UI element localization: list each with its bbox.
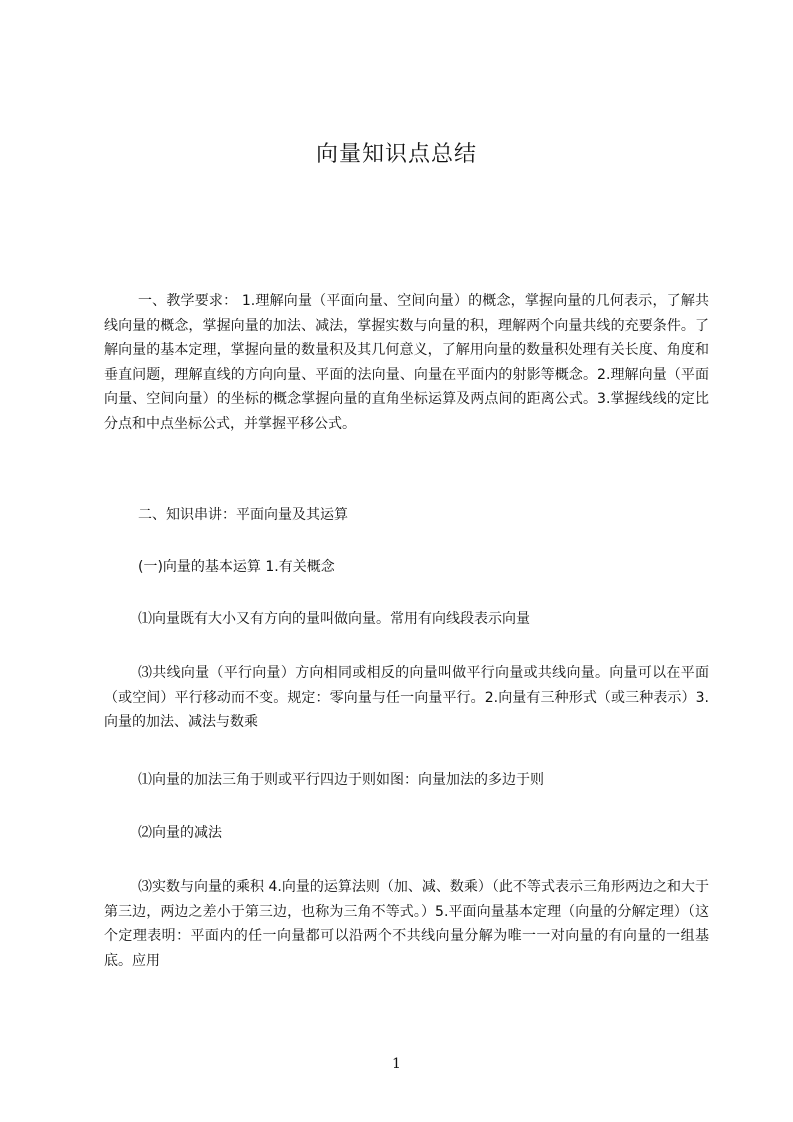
- paragraph-vector-definition: ⑴向量既有大小又有方向的量叫做向量。常用有向线段表示向量: [138, 611, 530, 627]
- paragraph-basic-operations: (一)向量的基本运算 1.有关概念: [138, 559, 335, 575]
- paragraph-vector-addition: ⑴向量的加法三角于则或平行四边于则如图：向量加法的多边于则: [138, 772, 544, 788]
- paragraph-scalar-multiplication: ⑶实数与向量的乘积 4.向量的运算法则（加、减、数乘）（此不等式表示三角形两边之和大于第三边，两边之差小于第三边，也称为三角不等式。）5.平面向量基本定理（向量的分解定理）（这个定理表明：平面内的任一向量都可以沿两个不共线向量分解为唯一一对向量的有向量的一组基底。应用: [104, 879, 709, 969]
- document-title: 向量知识点总结: [315, 142, 477, 167]
- paragraph-knowledge-section: 二、知识串讲：平面向量及其运算: [138, 507, 348, 523]
- paragraph-collinear-vectors: ⑶共线向量（平行向量）方向相同或相反的向量叫做平行向量或共线向量。向量可以在平面（或空间）平行移动而不变。规定：零向量与任一向量平行。2.向量有三种形式（或三种表示）3.向量的加法、减法与数乘: [104, 665, 709, 730]
- paragraph-teaching-requirements: 一、教学要求： 1.理解向量（平面向量、空间向量）的概念，掌握向量的几何表示，了解共线向量的概念，掌握向量的加法、减法，掌握实数与向量的积，理解两个向量共线的充要条件。了解向量的基本定理，掌握向量的数量积及其几何意义，了解用向量的数量积处理有关长度、角度和垂直问题，理解直线的方向向量、平面的法向量、向量在平面内的射影等概念。2.理解向量（平面向量、空间向量）的坐标的概念掌握向量的直角坐标运算及两点间的距离公式。3.掌握线线的定比分点和中点坐标公式，并掌握平移公式。: [104, 293, 709, 432]
- page-number: 1: [392, 1056, 401, 1072]
- paragraph-vector-subtraction: ⑵向量的减法: [138, 825, 222, 841]
